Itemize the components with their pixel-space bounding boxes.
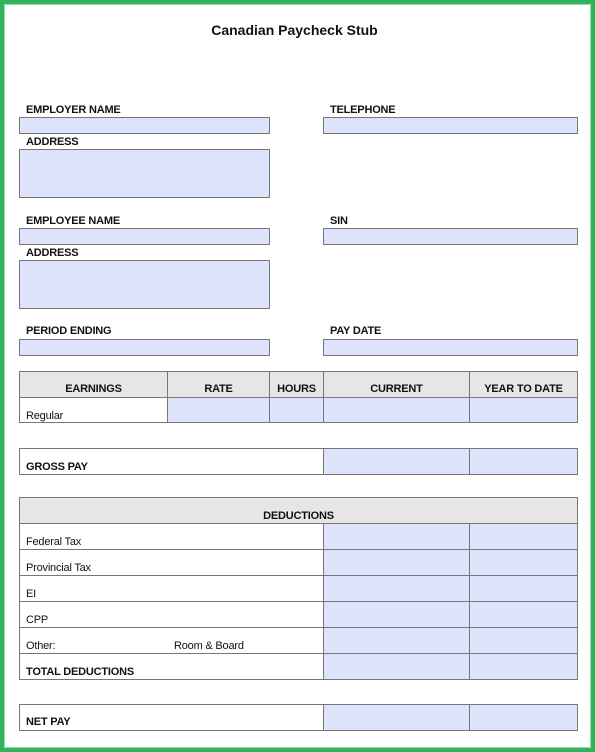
federal-tax-label: Federal Tax <box>26 536 82 548</box>
earnings-current-field[interactable] <box>324 398 469 422</box>
gross-pay-ytd-field[interactable] <box>470 449 577 474</box>
deductions-row-divider <box>19 601 578 602</box>
gross-pay-current-field[interactable] <box>324 449 469 474</box>
employee-name-field[interactable] <box>19 228 270 245</box>
total-deductions-label: TOTAL DEDUCTIONS <box>26 666 135 678</box>
telephone-label: TELEPHONE <box>330 104 396 116</box>
net-col-divider <box>323 704 324 731</box>
deductions-row-divider <box>19 627 578 628</box>
pay-date-label: PAY DATE <box>330 325 382 337</box>
period-ending-field[interactable] <box>19 339 270 356</box>
other-label: Other: <box>26 640 56 652</box>
period-ending-label: PERIOD ENDING <box>26 325 112 337</box>
net-pay-current-field[interactable] <box>324 705 469 730</box>
ytd-col-header: YEAR TO DATE <box>484 383 563 395</box>
gross-col-divider <box>323 448 324 475</box>
net-col-divider <box>469 704 470 731</box>
employer-address-field[interactable] <box>19 149 270 198</box>
employer-name-field[interactable] <box>19 117 270 134</box>
earnings-col-header: EARNINGS <box>65 383 122 395</box>
cpp-label: CPP <box>26 614 49 626</box>
deductions-row-divider <box>19 549 578 550</box>
current-col-header: CURRENT <box>370 383 423 395</box>
net-pay-label: NET PAY <box>26 716 71 728</box>
hours-field[interactable] <box>270 398 323 422</box>
employer-name-label: EMPLOYER NAME <box>26 104 121 116</box>
rate-field[interactable] <box>168 398 269 422</box>
employee-name-label: EMPLOYEE NAME <box>26 215 120 227</box>
sin-label: SIN <box>330 215 348 227</box>
deductions-header: DEDUCTIONS <box>263 510 334 522</box>
deductions-row-divider <box>19 575 578 576</box>
employee-address-field[interactable] <box>19 260 270 309</box>
other-note: Room & Board <box>174 640 244 652</box>
net-pay-ytd-field[interactable] <box>470 705 577 730</box>
earnings-col-divider <box>167 371 168 423</box>
earnings-ytd-field[interactable] <box>470 398 577 422</box>
hours-col-header: HOURS <box>277 383 316 395</box>
earnings-col-divider <box>269 371 270 423</box>
gross-col-divider <box>469 448 470 475</box>
telephone-field[interactable] <box>323 117 578 134</box>
pay-date-field[interactable] <box>323 339 578 356</box>
gross-pay-label: GROSS PAY <box>26 461 88 473</box>
ei-label: EI <box>26 588 36 600</box>
form-title: Canadian Paycheck Stub <box>211 22 378 38</box>
employee-address-label: ADDRESS <box>26 247 79 259</box>
rate-col-header: RATE <box>204 383 233 395</box>
regular-row-label: Regular <box>26 410 64 422</box>
employer-address-label: ADDRESS <box>26 136 79 148</box>
earnings-col-divider <box>323 371 324 423</box>
provincial-tax-label: Provincial Tax <box>26 562 91 574</box>
deductions-row-divider <box>19 653 578 654</box>
sin-field[interactable] <box>323 228 578 245</box>
earnings-col-divider <box>469 371 470 423</box>
